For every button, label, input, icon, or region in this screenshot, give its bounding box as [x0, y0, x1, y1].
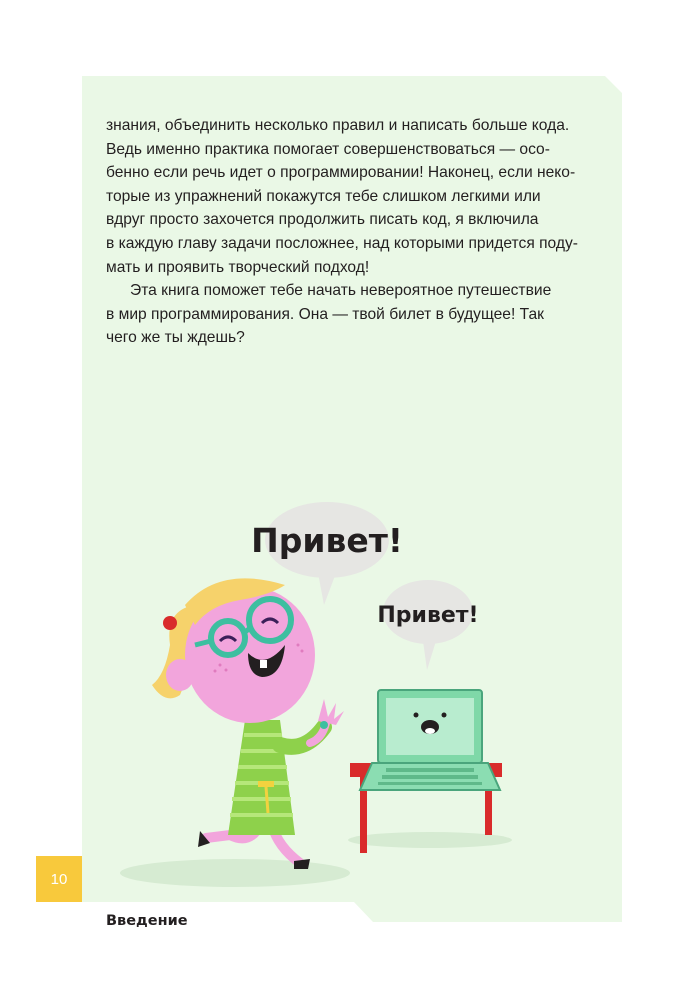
text-line: вдруг просто захочется продолжить писать код, я включила — [106, 211, 539, 229]
girl-dress — [228, 720, 295, 835]
section-title: Введение — [106, 913, 188, 929]
girl-speech-text: Привет! — [251, 521, 403, 560]
illustration-girl-and-laptop — [110, 495, 530, 895]
text-line: в мир программирования. Она — твой билет в будущее! Так — [106, 305, 544, 323]
laptop-speech-bubble — [377, 580, 478, 670]
text-line: в каждую главу задачи посложнее, над которыми придется поду- — [106, 234, 578, 252]
girl-head — [152, 578, 315, 723]
text-line: мать и проявить творческий подход! — [106, 258, 370, 276]
text-line: Ведь именно практика помогает совершенствоваться — осо- — [106, 140, 550, 158]
page-number-badge: 10 — [36, 856, 82, 902]
text-line: чего же ты ждешь? — [106, 329, 245, 347]
body-text — [106, 114, 600, 350]
text-line: Эта книга поможет тебе начать невероятное путешествие — [130, 282, 552, 300]
text-line: торые из упражнений покажутся тебе слишком легкими или — [106, 187, 541, 205]
laptop — [360, 690, 500, 790]
girl-shadow — [120, 859, 350, 887]
text-line: знания, объединить несколько правил и написать больше кода. — [106, 117, 570, 134]
laptop-speech-text: Привет! — [377, 603, 479, 628]
text-line: бенно если речь идет о программировании! Наконец, если неко- — [106, 164, 576, 182]
